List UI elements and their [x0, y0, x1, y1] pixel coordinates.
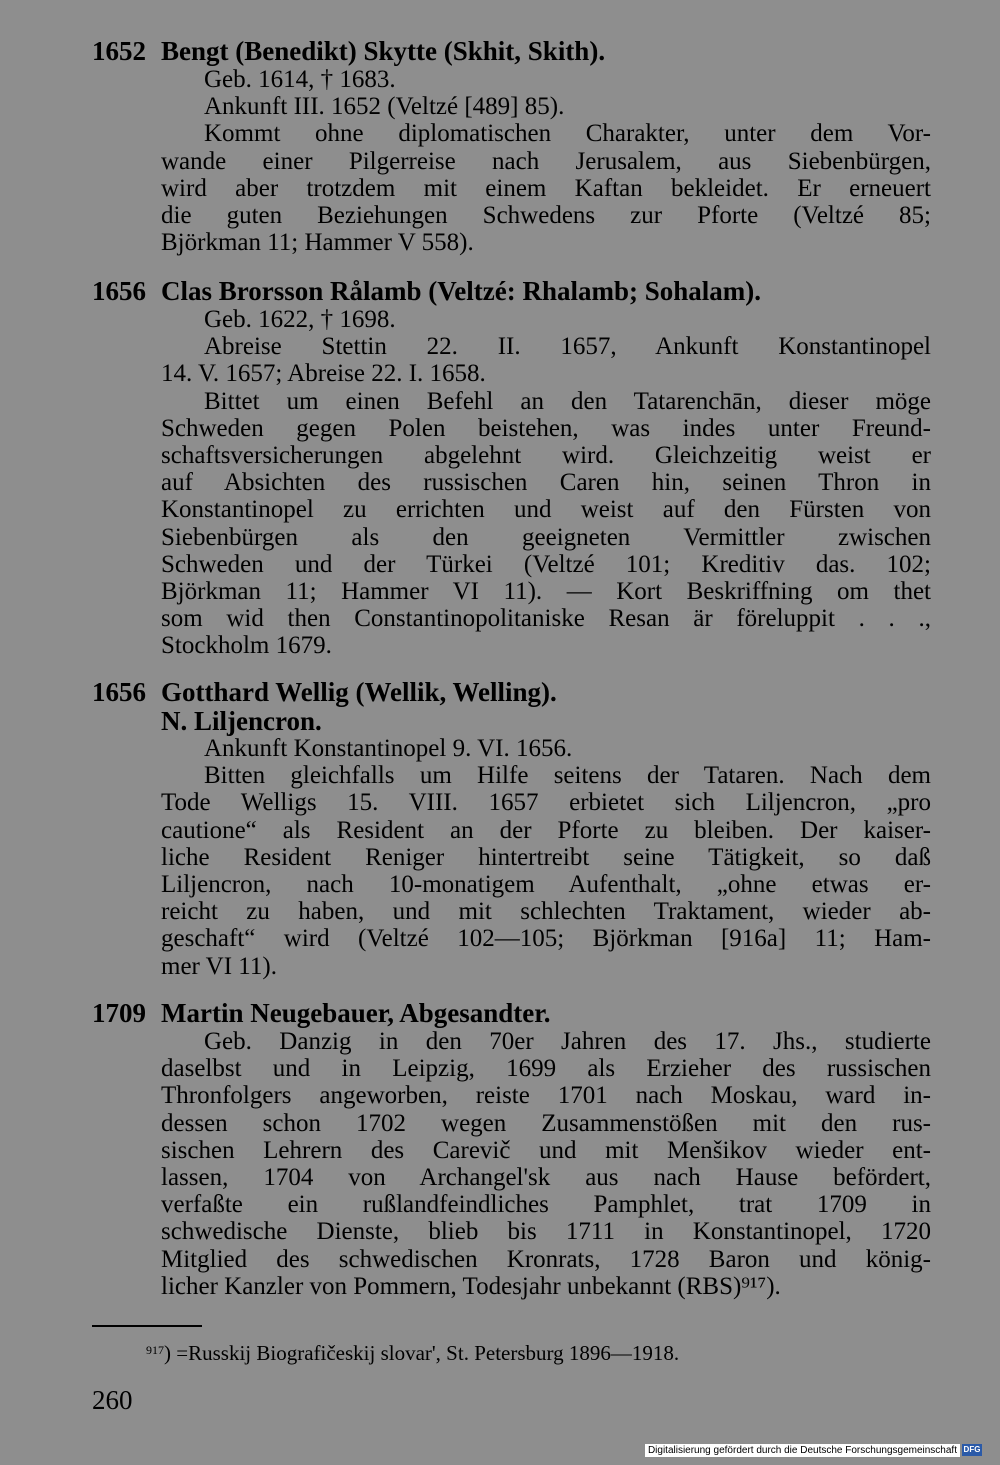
text-line: Siebenbürgen als den geeigneten Vermittler zwischen: [161, 523, 931, 551]
text-line: cautione“ als Resident an der Pforte zu bleiben. Der kaiser-: [161, 816, 931, 844]
entry-subheading: [0, 706, 1000, 736]
entry-heading: [0, 677, 1000, 707]
text-line: Geb. 1622, † 1698.: [204, 306, 396, 333]
text-line: Bittet um einen Befehl an den Tatarenchān, dieser möge: [204, 387, 931, 415]
text-line: som wid then Constantinopolitaniske Resan är föreluppit . . .,: [161, 605, 931, 633]
text-line: schaftsversicherungen abgelehnt wird. Gleichzeitig weist er: [161, 442, 931, 469]
footnote-text: =Russkij Biografičeskij slovar', St. Petersburg 1896—1918.: [176, 1341, 680, 1365]
text-line: 14. V. 1657; Abreise 22. I. 1658.: [161, 360, 486, 388]
text-line: Abreise Stettin 22. II. 1657, Ankunft Konstantinopel: [204, 333, 931, 361]
entry-heading: [0, 36, 1000, 66]
text-line: Geb. 1614, † 1683.: [204, 66, 396, 93]
text-line: Bitten gleichfalls um Hilfe seitens der Tataren. Nach dem: [204, 762, 931, 790]
text-line: Björkman 11; Hammer V 558).: [161, 229, 474, 257]
text-line: Tode Welligs 15. VIII. 1657 erbietet sich Liljencron, „pro: [161, 789, 931, 817]
text-line: Thronfolgers angeworben, reiste 1701 nach Moskau, ward in-: [161, 1082, 931, 1110]
entry-name: Gotthard Wellig (Wellik, Welling).: [161, 677, 557, 707]
text-line: Mitglied des schwedischen Kronrats, 1728 Baron und könig-: [161, 1245, 931, 1273]
entry-1656-wellig: [0, 677, 1000, 980]
text-line: verfaßte ein rußlandfeindliches Pamphlet, trat 1709 in: [161, 1191, 931, 1219]
text-line: Björkman 11; Hammer VI 11). — Kort Beskriffning om thet: [161, 578, 931, 605]
entry-year: 1709: [92, 998, 146, 1028]
text-line: dessen schon 1702 wegen Zusammenstößen mit den rus-: [161, 1109, 931, 1137]
text-line: Ankunft Konstantinopel 9. VI. 1656.: [204, 735, 573, 762]
entry-name: Clas Brorsson Rålamb (Veltzé: Rhalamb; Sohalam).: [161, 276, 762, 306]
entry-1652-skytte: [0, 36, 1000, 257]
entry-1656-ralamb: [0, 276, 1000, 660]
entry-heading: [0, 998, 1000, 1028]
text-line: mer VI 11).: [161, 952, 277, 980]
dfg-logo: DFG: [963, 1445, 981, 1454]
text-line: die guten Beziehungen Schwedens zur Pforte (Veltzé 85;: [161, 202, 931, 229]
entry-name-secondary: N. Liljencron.: [161, 706, 322, 736]
text-line: liche Resident Reniger hintertreibt seine Tätigkeit, so daß: [161, 843, 931, 871]
text-line: Kommt ohne diplomatischen Charakter, unter dem Vor-: [204, 120, 931, 148]
text-line: wande einer Pilgerreise nach Jerusalem, aus Siebenbürgen,: [161, 147, 931, 175]
text-line: Schweden und der Türkei (Veltzé 101; Kreditiv das. 102;: [161, 550, 931, 578]
text-line: wird aber trotzdem mit einem Kaftan bekleidet. Er erneuert: [161, 174, 931, 202]
footnote-mark: 917: [146, 1343, 164, 1357]
entry-year: 1656: [92, 677, 146, 707]
entry-year: 1652: [92, 36, 146, 66]
digitization-credit: Digitalisierung gefördert durch die Deutsche Forschungsgemeinschaft: [645, 1444, 960, 1457]
text-line: geschaft“ wird (Veltzé 102—105; Björkman [916a] 11; Ham-: [161, 925, 931, 953]
entry-heading: [0, 276, 1000, 306]
text-line: Stockholm 1679.: [161, 632, 332, 660]
page-number: 260: [92, 1385, 133, 1415]
text-line: sischen Lehrern des Carevič und mit Menšikov wieder ent-: [161, 1136, 931, 1164]
text-line: auf Absichten des russischen Caren hin, seinen Thron in: [161, 469, 931, 497]
text-line: Ankunft III. 1652 (Veltzé [489] 85).: [204, 93, 565, 121]
text-line: Konstantinopel zu errichten und weist auf den Fürsten von: [161, 496, 931, 524]
entry-name: Bengt (Benedikt) Skytte (Skhit, Skith).: [161, 36, 606, 66]
entry-year: 1656: [92, 276, 146, 306]
entry-name: Martin Neugebauer, Abgesandter.: [161, 998, 551, 1028]
entry-1709-neugebauer: [0, 998, 1000, 1300]
text-line: Liljencron, nach 10-monatigem Aufenthalt, „ohne etwas er-: [161, 871, 931, 898]
text-line: daselbst und in Leipzig, 1699 als Erzieher des russischen: [161, 1055, 931, 1083]
text-line: Schweden gegen Polen beistehen, was indes unter Freund-: [161, 414, 931, 442]
text-line: licher Kanzler von Pommern, Todesjahr unbekannt (RBS)⁹¹⁷).: [161, 1272, 781, 1300]
text-line: reicht zu haben, und mit schlechten Traktament, wieder ab-: [161, 898, 931, 926]
text-line: schwedische Dienste, blieb bis 1711 in Konstantinopel, 1720: [161, 1218, 931, 1246]
text-line: Geb. Danzig in den 70er Jahren des 17. Jhs., studierte: [204, 1028, 931, 1055]
text-line: lassen, 1704 von Archangel'sk aus nach Hause befördert,: [161, 1164, 931, 1191]
footnote-rule: [92, 1325, 202, 1327]
footnote: $^{917}$) =Russkij Biografičeskij slovar', St. Petersburg 1896—1918.: [146, 1341, 680, 1365]
